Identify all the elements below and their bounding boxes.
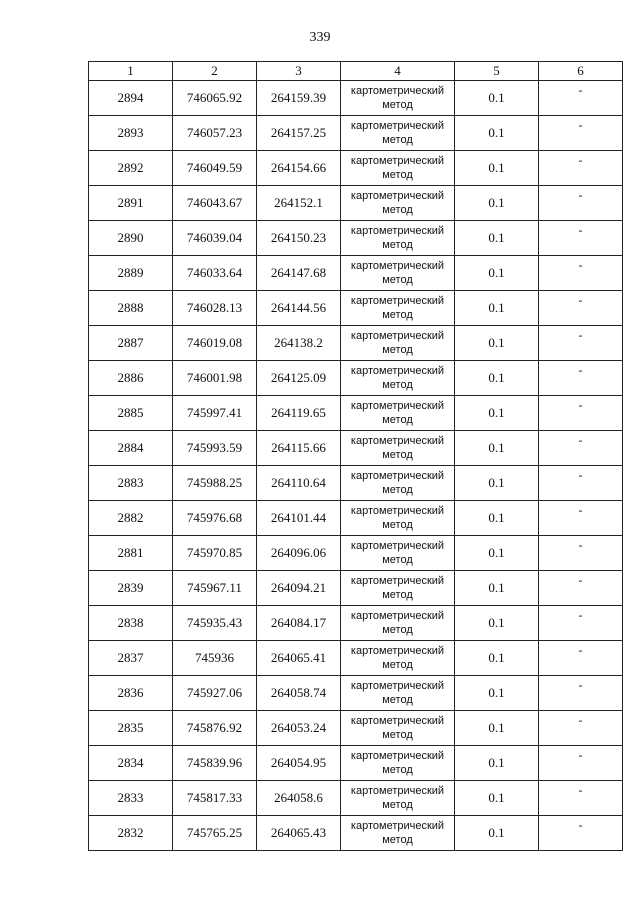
table-row: [89, 606, 623, 641]
y-coordinate-cell: 264058.74: [257, 676, 341, 711]
column-header: 3: [257, 62, 341, 81]
method-cell: картометрический метод: [341, 221, 455, 256]
accuracy-cell: 0.1: [455, 571, 539, 606]
accuracy-cell: 0.1: [455, 606, 539, 641]
y-coordinate-cell: 264094.21: [257, 571, 341, 606]
point-number-cell: 2883: [89, 466, 173, 501]
point-number-cell: 2889: [89, 256, 173, 291]
x-coordinate-cell: 746065.92: [173, 81, 257, 116]
y-coordinate-cell: 264110.64: [257, 466, 341, 501]
accuracy-cell: 0.1: [455, 746, 539, 781]
note-cell: -: [539, 641, 623, 676]
table-row: [89, 711, 623, 746]
x-coordinate-cell: 745839.96: [173, 746, 257, 781]
table-row: [89, 256, 623, 291]
y-coordinate-cell: 264125.09: [257, 361, 341, 396]
accuracy-cell: 0.1: [455, 781, 539, 816]
point-number-cell: 2839: [89, 571, 173, 606]
method-cell: картометрический метод: [341, 186, 455, 221]
point-number-cell: 2891: [89, 186, 173, 221]
method-cell: картометрический метод: [341, 81, 455, 116]
y-coordinate-cell: 264054.95: [257, 746, 341, 781]
point-number-cell: 2832: [89, 816, 173, 851]
table-row: [89, 291, 623, 326]
accuracy-cell: 0.1: [455, 361, 539, 396]
method-cell: картометрический метод: [341, 676, 455, 711]
point-number-cell: 2894: [89, 81, 173, 116]
note-cell: -: [539, 571, 623, 606]
table-row: [89, 151, 623, 186]
method-cell: картометрический метод: [341, 256, 455, 291]
note-cell: -: [539, 501, 623, 536]
accuracy-cell: 0.1: [455, 676, 539, 711]
y-coordinate-cell: 264157.25: [257, 116, 341, 151]
accuracy-cell: 0.1: [455, 116, 539, 151]
method-cell: картометрический метод: [341, 536, 455, 571]
x-coordinate-cell: 745935.43: [173, 606, 257, 641]
x-coordinate-cell: 746049.59: [173, 151, 257, 186]
note-cell: -: [539, 676, 623, 711]
accuracy-cell: 0.1: [455, 291, 539, 326]
y-coordinate-cell: 264138.2: [257, 326, 341, 361]
note-cell: -: [539, 221, 623, 256]
point-number-cell: 2834: [89, 746, 173, 781]
note-cell: -: [539, 291, 623, 326]
y-coordinate-cell: 264084.17: [257, 606, 341, 641]
method-cell: картометрический метод: [341, 711, 455, 746]
table-row: [89, 326, 623, 361]
note-cell: -: [539, 81, 623, 116]
table-row: [89, 816, 623, 851]
point-number-cell: 2887: [89, 326, 173, 361]
accuracy-cell: 0.1: [455, 186, 539, 221]
method-cell: картометрический метод: [341, 816, 455, 851]
method-cell: картометрический метод: [341, 501, 455, 536]
method-cell: картометрический метод: [341, 431, 455, 466]
x-coordinate-cell: 745967.11: [173, 571, 257, 606]
note-cell: -: [539, 711, 623, 746]
y-coordinate-cell: 264101.44: [257, 501, 341, 536]
note-cell: -: [539, 256, 623, 291]
method-cell: картометрический метод: [341, 641, 455, 676]
coordinates-table: [88, 61, 623, 851]
table-row: [89, 641, 623, 676]
note-cell: -: [539, 326, 623, 361]
method-cell: картометрический метод: [341, 291, 455, 326]
x-coordinate-cell: 746001.98: [173, 361, 257, 396]
x-coordinate-cell: 745993.59: [173, 431, 257, 466]
table-row: [89, 676, 623, 711]
y-coordinate-cell: 264150.23: [257, 221, 341, 256]
note-cell: -: [539, 151, 623, 186]
method-cell: картометрический метод: [341, 116, 455, 151]
column-header: 5: [455, 62, 539, 81]
method-cell: картометрический метод: [341, 151, 455, 186]
table-row: [89, 396, 623, 431]
method-cell: картометрический метод: [341, 746, 455, 781]
y-coordinate-cell: 264144.56: [257, 291, 341, 326]
table-row: [89, 81, 623, 116]
note-cell: -: [539, 466, 623, 501]
point-number-cell: 2881: [89, 536, 173, 571]
method-cell: картометрический метод: [341, 466, 455, 501]
x-coordinate-cell: 745936: [173, 641, 257, 676]
method-cell: картометрический метод: [341, 361, 455, 396]
note-cell: -: [539, 536, 623, 571]
note-cell: -: [539, 816, 623, 851]
x-coordinate-cell: 745765.25: [173, 816, 257, 851]
table-row: [89, 536, 623, 571]
x-coordinate-cell: 746033.64: [173, 256, 257, 291]
point-number-cell: 2835: [89, 711, 173, 746]
y-coordinate-cell: 264065.41: [257, 641, 341, 676]
y-coordinate-cell: 264058.6: [257, 781, 341, 816]
x-coordinate-cell: 746039.04: [173, 221, 257, 256]
x-coordinate-cell: 745817.33: [173, 781, 257, 816]
point-number-cell: 2882: [89, 501, 173, 536]
method-cell: картометрический метод: [341, 396, 455, 431]
accuracy-cell: 0.1: [455, 711, 539, 746]
note-cell: -: [539, 781, 623, 816]
note-cell: -: [539, 361, 623, 396]
y-coordinate-cell: 264053.24: [257, 711, 341, 746]
x-coordinate-cell: 746057.23: [173, 116, 257, 151]
accuracy-cell: 0.1: [455, 466, 539, 501]
table-row: [89, 501, 623, 536]
y-coordinate-cell: 264115.66: [257, 431, 341, 466]
table-body: [89, 81, 623, 851]
point-number-cell: 2893: [89, 116, 173, 151]
table-row: [89, 361, 623, 396]
x-coordinate-cell: 745976.68: [173, 501, 257, 536]
method-cell: картометрический метод: [341, 571, 455, 606]
note-cell: -: [539, 186, 623, 221]
point-number-cell: 2836: [89, 676, 173, 711]
accuracy-cell: 0.1: [455, 641, 539, 676]
accuracy-cell: 0.1: [455, 536, 539, 571]
table-row: [89, 781, 623, 816]
point-number-cell: 2886: [89, 361, 173, 396]
point-number-cell: 2838: [89, 606, 173, 641]
accuracy-cell: 0.1: [455, 81, 539, 116]
method-cell: картометрический метод: [341, 781, 455, 816]
accuracy-cell: 0.1: [455, 396, 539, 431]
x-coordinate-cell: 746028.13: [173, 291, 257, 326]
x-coordinate-cell: 745997.41: [173, 396, 257, 431]
column-header: 1: [89, 62, 173, 81]
accuracy-cell: 0.1: [455, 431, 539, 466]
x-coordinate-cell: 745970.85: [173, 536, 257, 571]
x-coordinate-cell: 746019.08: [173, 326, 257, 361]
x-coordinate-cell: 745988.25: [173, 466, 257, 501]
accuracy-cell: 0.1: [455, 326, 539, 361]
point-number-cell: 2885: [89, 396, 173, 431]
y-coordinate-cell: 264065.43: [257, 816, 341, 851]
accuracy-cell: 0.1: [455, 501, 539, 536]
note-cell: -: [539, 746, 623, 781]
y-coordinate-cell: 264119.65: [257, 396, 341, 431]
note-cell: -: [539, 431, 623, 466]
method-cell: картометрический метод: [341, 606, 455, 641]
note-cell: -: [539, 116, 623, 151]
page-number: 339: [309, 30, 331, 45]
table-row: [89, 746, 623, 781]
point-number-cell: 2888: [89, 291, 173, 326]
table-row: [89, 571, 623, 606]
note-cell: -: [539, 396, 623, 431]
table-row: [89, 221, 623, 256]
point-number-cell: 2892: [89, 151, 173, 186]
header-row: [89, 62, 623, 81]
y-coordinate-cell: 264096.06: [257, 536, 341, 571]
point-number-cell: 2884: [89, 431, 173, 466]
accuracy-cell: 0.1: [455, 816, 539, 851]
y-coordinate-cell: 264159.39: [257, 81, 341, 116]
column-header: 6: [539, 62, 623, 81]
column-header: 4: [341, 62, 455, 81]
accuracy-cell: 0.1: [455, 221, 539, 256]
method-cell: картометрический метод: [341, 326, 455, 361]
y-coordinate-cell: 264154.66: [257, 151, 341, 186]
table-row: [89, 466, 623, 501]
table-row: [89, 431, 623, 466]
y-coordinate-cell: 264147.68: [257, 256, 341, 291]
point-number-cell: 2890: [89, 221, 173, 256]
accuracy-cell: 0.1: [455, 151, 539, 186]
table-row: [89, 186, 623, 221]
x-coordinate-cell: 746043.67: [173, 186, 257, 221]
x-coordinate-cell: 745927.06: [173, 676, 257, 711]
accuracy-cell: 0.1: [455, 256, 539, 291]
y-coordinate-cell: 264152.1: [257, 186, 341, 221]
column-header: 2: [173, 62, 257, 81]
x-coordinate-cell: 745876.92: [173, 711, 257, 746]
point-number-cell: 2833: [89, 781, 173, 816]
point-number-cell: 2837: [89, 641, 173, 676]
note-cell: -: [539, 606, 623, 641]
table-row: [89, 116, 623, 151]
